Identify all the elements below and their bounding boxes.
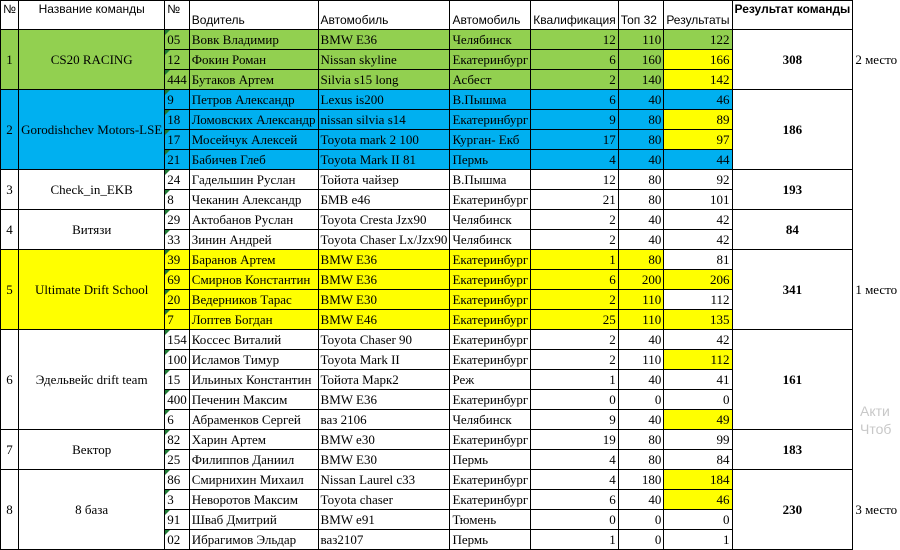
top32-cell[interactable]: 40 [618, 210, 664, 230]
driver-name-cell[interactable]: Мосейчук Алексей [189, 130, 318, 150]
city-cell[interactable]: Челябинск [450, 230, 531, 250]
text-number-indicator-icon [165, 470, 170, 475]
driver-name-cell[interactable]: Зинин Андрей [189, 230, 318, 250]
result-cell[interactable]: 97 [664, 130, 732, 150]
text-number-indicator-icon [165, 490, 170, 495]
result-cell[interactable]: 89 [664, 110, 732, 130]
qualification-cell[interactable]: 1 [531, 370, 618, 390]
car-cell[interactable]: Toyota Mark II 81 [318, 150, 450, 170]
driver-number: 9 [167, 92, 174, 107]
qualification-cell[interactable]: 2 [531, 230, 618, 250]
driver-number-cell[interactable] [165, 370, 190, 390]
driver-name-cell[interactable]: Ломовских Александр [189, 110, 318, 130]
car-cell[interactable]: BMW E36 [318, 30, 450, 50]
car-cell[interactable]: Toyota Cresta Jzx90 [318, 210, 450, 230]
city-cell[interactable]: Екатеринбург [450, 250, 531, 270]
qualification-cell[interactable]: 4 [531, 470, 618, 490]
header-team-result[interactable]: Результат команды [732, 1, 853, 30]
table-row [1, 170, 900, 190]
team-name-cell[interactable]: Витязи [19, 210, 165, 250]
driver-number: 86 [167, 472, 180, 487]
header-team[interactable]: Название команды [19, 1, 165, 30]
driver-number-cell[interactable] [165, 130, 190, 150]
qualification-cell[interactable]: 6 [531, 50, 618, 70]
top32-cell[interactable]: 80 [618, 110, 664, 130]
result-cell[interactable]: 42 [664, 210, 732, 230]
top32-cell[interactable]: 40 [618, 490, 664, 510]
driver-number: 444 [167, 72, 187, 87]
result-cell[interactable]: 184 [664, 470, 732, 490]
city-cell[interactable]: Екатеринбург [450, 430, 531, 450]
qualification-cell[interactable]: 12 [531, 170, 618, 190]
city-cell[interactable]: Пермь [450, 150, 531, 170]
driver-number: 7 [167, 312, 174, 327]
team-place-cell: 3 место [853, 470, 900, 550]
driver-number: 25 [167, 452, 180, 467]
header-driver[interactable]: Водитель [189, 1, 318, 30]
team-index-cell[interactable]: 4 [1, 210, 19, 250]
top32-cell[interactable]: 40 [618, 330, 664, 350]
driver-number: 400 [167, 392, 187, 407]
city-cell[interactable]: Екатеринбург [450, 330, 531, 350]
text-number-indicator-icon [165, 70, 170, 75]
driver-number: 100 [167, 352, 187, 367]
team-score-cell[interactable]: 230 [732, 470, 853, 550]
team-place-cell [853, 170, 900, 210]
result-cell[interactable]: 84 [664, 450, 732, 470]
top32-cell[interactable]: 0 [618, 390, 664, 410]
driver-name-cell[interactable]: Филиппов Даниил [189, 450, 318, 470]
header-no[interactable]: № [1, 1, 19, 30]
text-number-indicator-icon [165, 350, 170, 355]
driver-name-cell[interactable]: Лоптев Богдан [189, 310, 318, 330]
car-cell[interactable]: БМВ е46 [318, 190, 450, 210]
team-score-cell[interactable]: 84 [732, 210, 853, 250]
result-cell[interactable]: 166 [664, 50, 732, 70]
qualification-cell[interactable]: 6 [531, 490, 618, 510]
driver-number-cell[interactable] [165, 270, 190, 290]
qualification-cell[interactable]: 9 [531, 110, 618, 130]
city-cell[interactable]: Екатеринбург [450, 390, 531, 410]
header-top32[interactable]: Топ 32 [618, 1, 664, 30]
top32-cell[interactable]: 40 [618, 370, 664, 390]
team-index-cell[interactable]: 3 [1, 170, 19, 210]
driver-number-cell[interactable] [165, 350, 190, 370]
top32-cell[interactable]: 160 [618, 50, 664, 70]
top32-cell[interactable]: 110 [618, 290, 664, 310]
qualification-cell[interactable]: 6 [531, 270, 618, 290]
top32-cell[interactable]: 0 [618, 510, 664, 530]
driver-number: 3 [167, 492, 174, 507]
driver-number-cell[interactable] [165, 470, 190, 490]
team-index-cell[interactable]: 8 [1, 470, 19, 550]
driver-number-cell[interactable] [165, 290, 190, 310]
driver-name-cell[interactable]: Чеканин Александр [189, 190, 318, 210]
qualification-cell[interactable]: 1 [531, 250, 618, 270]
top32-cell[interactable]: 180 [618, 470, 664, 490]
driver-number-cell[interactable] [165, 70, 190, 90]
driver-number-cell[interactable] [165, 530, 190, 550]
team-index-cell[interactable]: 6 [1, 330, 19, 430]
car-cell[interactable]: BMW e30 [318, 430, 450, 450]
driver-number: 91 [167, 512, 180, 527]
team-score-cell[interactable]: 183 [732, 430, 853, 470]
text-number-indicator-icon [165, 90, 170, 95]
team-name-cell[interactable]: 8 база [19, 470, 165, 550]
result-cell[interactable]: 81 [664, 250, 732, 270]
team-index-cell[interactable]: 7 [1, 430, 19, 470]
driver-number: 17 [167, 132, 180, 147]
team-name-cell[interactable]: Ultimate Drift School [19, 250, 165, 330]
city-cell[interactable]: Асбест [450, 70, 531, 90]
qualification-cell[interactable]: 21 [531, 190, 618, 210]
city-cell[interactable]: Пермь [450, 530, 531, 550]
driver-number: 18 [167, 112, 180, 127]
top32-cell[interactable]: 110 [618, 30, 664, 50]
driver-number-cell[interactable] [165, 430, 190, 450]
result-cell[interactable]: 92 [664, 170, 732, 190]
car-cell[interactable]: Toyota chaser [318, 490, 450, 510]
car-cell[interactable]: BMW E36 [318, 390, 450, 410]
driver-name-cell[interactable]: Баранов Артем [189, 250, 318, 270]
driver-name-cell[interactable]: Петров Александр [189, 90, 318, 110]
driver-name-cell[interactable]: Шваб Дмитрий [189, 510, 318, 530]
city-cell[interactable]: Челябинск [450, 30, 531, 50]
driver-number-cell[interactable] [165, 30, 190, 50]
qualification-cell[interactable]: 4 [531, 150, 618, 170]
driver-number: 39 [167, 252, 180, 267]
qualification-cell[interactable]: 9 [531, 410, 618, 430]
text-number-indicator-icon [165, 430, 170, 435]
driver-number: 12 [167, 52, 180, 67]
top32-cell[interactable]: 80 [618, 130, 664, 150]
result-cell[interactable]: 0 [664, 510, 732, 530]
driver-name-cell[interactable]: Ведерников Тарас [189, 290, 318, 310]
team-place-cell: 2 место [853, 30, 900, 90]
qualification-cell[interactable]: 25 [531, 310, 618, 330]
text-number-indicator-icon [165, 170, 170, 175]
qualification-cell[interactable]: 1 [531, 530, 618, 550]
top32-cell[interactable]: 200 [618, 270, 664, 290]
driver-number: 20 [167, 292, 180, 307]
result-cell[interactable]: 46 [664, 90, 732, 110]
text-number-indicator-icon [165, 110, 170, 115]
team-name-cell[interactable]: CS20 RACING [19, 30, 165, 90]
team-index-cell[interactable]: 2 [1, 90, 19, 170]
team-score-cell[interactable]: 193 [732, 170, 853, 210]
driver-number: 29 [167, 212, 180, 227]
driver-number-cell[interactable] [165, 510, 190, 530]
qualification-cell[interactable]: 0 [531, 510, 618, 530]
result-cell[interactable]: 101 [664, 190, 732, 210]
driver-number-cell[interactable] [165, 410, 190, 430]
result-cell[interactable]: 142 [664, 70, 732, 90]
driver-number: 02 [167, 532, 180, 547]
driver-number-cell[interactable] [165, 210, 190, 230]
team-name-cell[interactable]: Gorodishchev Motors-LSE [19, 90, 165, 170]
result-cell[interactable]: 44 [664, 150, 732, 170]
header-qual[interactable]: Квалификация [531, 1, 618, 30]
text-number-indicator-icon [165, 330, 170, 335]
team-place-cell [853, 210, 900, 250]
text-number-indicator-icon [165, 130, 170, 135]
top32-cell[interactable]: 80 [618, 190, 664, 210]
result-cell[interactable]: 1 [664, 530, 732, 550]
text-number-indicator-icon [165, 370, 170, 375]
city-cell[interactable]: Пермь [450, 450, 531, 470]
team-score-cell[interactable]: 186 [732, 90, 853, 170]
text-number-indicator-icon [165, 310, 170, 315]
driver-number-cell[interactable] [165, 390, 190, 410]
driver-number: 8 [167, 192, 174, 207]
text-number-indicator-icon [165, 210, 170, 215]
text-number-indicator-icon [165, 150, 170, 155]
driver-name-cell[interactable]: Неворотов Максим [189, 490, 318, 510]
qualification-cell[interactable]: 6 [531, 90, 618, 110]
table-row [1, 470, 900, 490]
result-cell[interactable]: 42 [664, 230, 732, 250]
result-cell[interactable]: 112 [664, 290, 732, 310]
team-score-cell[interactable]: 308 [732, 30, 853, 90]
city-cell[interactable]: Реж [450, 370, 531, 390]
qualification-cell[interactable]: 2 [531, 70, 618, 90]
qualification-cell[interactable]: 4 [531, 450, 618, 470]
driver-number: 05 [167, 32, 180, 47]
driver-number-cell[interactable] [165, 90, 190, 110]
text-number-indicator-icon [165, 190, 170, 195]
driver-number-cell[interactable] [165, 190, 190, 210]
qualification-cell[interactable]: 2 [531, 210, 618, 230]
top32-cell[interactable]: 80 [618, 170, 664, 190]
text-number-indicator-icon [165, 450, 170, 455]
team-score-cell[interactable]: 161 [732, 330, 853, 430]
city-cell[interactable]: Екатеринбург [450, 290, 531, 310]
driver-number-cell[interactable] [165, 490, 190, 510]
driver-number: 21 [167, 152, 180, 167]
text-number-indicator-icon [165, 410, 170, 415]
driver-name-cell[interactable]: Ибрагимов Эльдар [189, 530, 318, 550]
result-cell[interactable]: 99 [664, 430, 732, 450]
team-name-cell[interactable]: Check_in_EKB [19, 170, 165, 210]
header-results[interactable]: Результаты [664, 1, 732, 30]
city-cell[interactable]: Курган- Екб [450, 130, 531, 150]
team-name-cell[interactable]: Эдельвейс drift team [19, 330, 165, 430]
table-row [1, 90, 900, 110]
result-cell[interactable]: 42 [664, 330, 732, 350]
text-number-indicator-icon [165, 30, 170, 35]
qualification-cell[interactable]: 2 [531, 330, 618, 350]
qualification-cell[interactable]: 12 [531, 30, 618, 50]
car-cell[interactable]: Toyota Chaser 90 [318, 330, 450, 350]
header-city[interactable]: Автомобиль [450, 1, 531, 30]
team-index-cell[interactable]: 5 [1, 250, 19, 330]
driver-number-cell[interactable] [165, 310, 190, 330]
driver-name-cell[interactable]: Абраменков Сергей [189, 410, 318, 430]
car-cell[interactable]: BMW E30 [318, 290, 450, 310]
city-cell[interactable]: Екатеринбург [450, 110, 531, 130]
text-number-indicator-icon [165, 230, 170, 235]
driver-name-cell[interactable]: Печенин Максим [189, 390, 318, 410]
driver-number-cell[interactable] [165, 150, 190, 170]
car-cell[interactable]: ваз2107 [318, 530, 450, 550]
car-cell[interactable]: BMW E46 [318, 310, 450, 330]
top32-cell[interactable]: 0 [618, 530, 664, 550]
car-cell[interactable]: Toyota Chaser Lx/Jzx90 [318, 230, 450, 250]
top32-cell[interactable]: 40 [618, 150, 664, 170]
activation-watermark [860, 402, 900, 462]
car-cell[interactable]: Lexus is200 [318, 90, 450, 110]
driver-name-cell[interactable]: Ильиных Константин [189, 370, 318, 390]
driver-number-cell[interactable] [165, 50, 190, 70]
driver-number: 82 [167, 432, 180, 447]
driver-name-cell[interactable]: Актобанов Руслан [189, 210, 318, 230]
header-num[interactable]: № [165, 1, 190, 30]
city-cell[interactable]: Екатеринбург [450, 50, 531, 70]
header-row [1, 1, 900, 30]
top32-cell[interactable]: 110 [618, 310, 664, 330]
driver-number-cell[interactable] [165, 110, 190, 130]
city-cell[interactable]: Екатеринбург [450, 310, 531, 330]
result-cell[interactable]: 206 [664, 270, 732, 290]
driver-number-cell[interactable] [165, 450, 190, 470]
result-cell[interactable]: 0 [664, 390, 732, 410]
car-cell[interactable]: BMW E30 [318, 450, 450, 470]
city-cell[interactable]: Екатеринбург [450, 190, 531, 210]
driver-number: 6 [167, 412, 174, 427]
car-cell[interactable]: Nissan skyline [318, 50, 450, 70]
result-cell[interactable]: 112 [664, 350, 732, 370]
driver-name-cell[interactable]: Фокин Роман [189, 50, 318, 70]
text-number-indicator-icon [165, 390, 170, 395]
driver-name-cell[interactable]: Бутаков Артем [189, 70, 318, 90]
car-cell[interactable]: Тойота чайзер [318, 170, 450, 190]
driver-name-cell[interactable]: Коссес Виталий [189, 330, 318, 350]
qualification-cell[interactable]: 2 [531, 350, 618, 370]
table-row [1, 330, 900, 350]
top32-cell[interactable]: 40 [618, 90, 664, 110]
qualification-cell[interactable]: 0 [531, 390, 618, 410]
car-cell[interactable]: nissan silvia s14 [318, 110, 450, 130]
text-number-indicator-icon [165, 270, 170, 275]
result-cell[interactable]: 135 [664, 310, 732, 330]
driver-number: 33 [167, 232, 180, 247]
header-empty [853, 1, 900, 30]
table-row [1, 30, 900, 50]
top32-cell[interactable]: 40 [618, 410, 664, 430]
table-row [1, 250, 900, 270]
result-cell[interactable]: 41 [664, 370, 732, 390]
driver-number-cell[interactable] [165, 230, 190, 250]
car-cell[interactable]: Тойота Марк2 [318, 370, 450, 390]
text-number-indicator-icon [165, 530, 170, 535]
driver-name-cell[interactable]: Гадельшин Руслан [189, 170, 318, 190]
table-row [1, 430, 900, 450]
city-cell[interactable]: Екатеринбург [450, 490, 531, 510]
city-cell[interactable]: Екатеринбург [450, 470, 531, 490]
car-cell[interactable]: ваз 2106 [318, 410, 450, 430]
text-number-indicator-icon [165, 250, 170, 255]
city-cell[interactable]: В.Пышма [450, 170, 531, 190]
city-cell[interactable]: Тюмень [450, 510, 531, 530]
driver-name-cell[interactable]: Харин Артем [189, 430, 318, 450]
qualification-cell[interactable]: 2 [531, 290, 618, 310]
car-cell[interactable]: BMW e91 [318, 510, 450, 530]
top32-cell[interactable]: 110 [618, 350, 664, 370]
top32-cell[interactable]: 80 [618, 250, 664, 270]
driver-number: 24 [167, 172, 180, 187]
city-cell[interactable]: В.Пышма [450, 90, 531, 110]
driver-number: 15 [167, 372, 180, 387]
driver-name-cell[interactable]: Вовк Владимир [189, 30, 318, 50]
driver-number: 154 [167, 332, 187, 347]
qualification-cell[interactable]: 17 [531, 130, 618, 150]
driver-number-cell[interactable] [165, 330, 190, 350]
driver-number: 69 [167, 272, 180, 287]
car-cell[interactable]: Silvia s15 long [318, 70, 450, 90]
text-number-indicator-icon [165, 290, 170, 295]
team-place-cell [853, 90, 900, 170]
team-name-cell[interactable]: Вектор [19, 430, 165, 470]
qualification-cell[interactable]: 19 [531, 430, 618, 450]
team-score-cell[interactable]: 341 [732, 250, 853, 330]
driver-number-cell[interactable] [165, 250, 190, 270]
car-cell[interactable]: Toyota mark 2 100 [318, 130, 450, 150]
car-cell[interactable]: BMW E36 [318, 250, 450, 270]
top32-cell[interactable]: 80 [618, 430, 664, 450]
top32-cell[interactable]: 40 [618, 230, 664, 250]
team-index-cell[interactable]: 1 [1, 30, 19, 90]
table-row [1, 210, 900, 230]
header-car[interactable]: Автомобиль [318, 1, 450, 30]
city-cell[interactable]: Екатеринбург [450, 270, 531, 290]
city-cell[interactable]: Челябинск [450, 210, 531, 230]
driver-name-cell[interactable]: Смирнов Константин [189, 270, 318, 290]
team-place-cell: 1 место [853, 250, 900, 330]
city-cell[interactable]: Челябинск [450, 410, 531, 430]
top32-cell[interactable]: 140 [618, 70, 664, 90]
car-cell[interactable]: Toyota Mark II [318, 350, 450, 370]
result-cell[interactable]: 46 [664, 490, 732, 510]
result-cell[interactable]: 49 [664, 410, 732, 430]
result-cell[interactable]: 122 [664, 30, 732, 50]
driver-name-cell[interactable]: Бабичев Глеб [189, 150, 318, 170]
driver-number-cell[interactable] [165, 170, 190, 190]
driver-name-cell[interactable]: Смирнихин Михаил [189, 470, 318, 490]
car-cell[interactable]: BMW E36 [318, 270, 450, 290]
watermark-line1: Акти [860, 402, 900, 420]
top32-cell[interactable]: 80 [618, 450, 664, 470]
text-number-indicator-icon [165, 510, 170, 515]
car-cell[interactable]: Nissan Laurel c33 [318, 470, 450, 490]
city-cell[interactable]: Екатеринбург [450, 350, 531, 370]
driver-name-cell[interactable]: Исламов Тимур [189, 350, 318, 370]
text-number-indicator-icon [165, 50, 170, 55]
watermark-line2: Чтоб [860, 420, 900, 438]
